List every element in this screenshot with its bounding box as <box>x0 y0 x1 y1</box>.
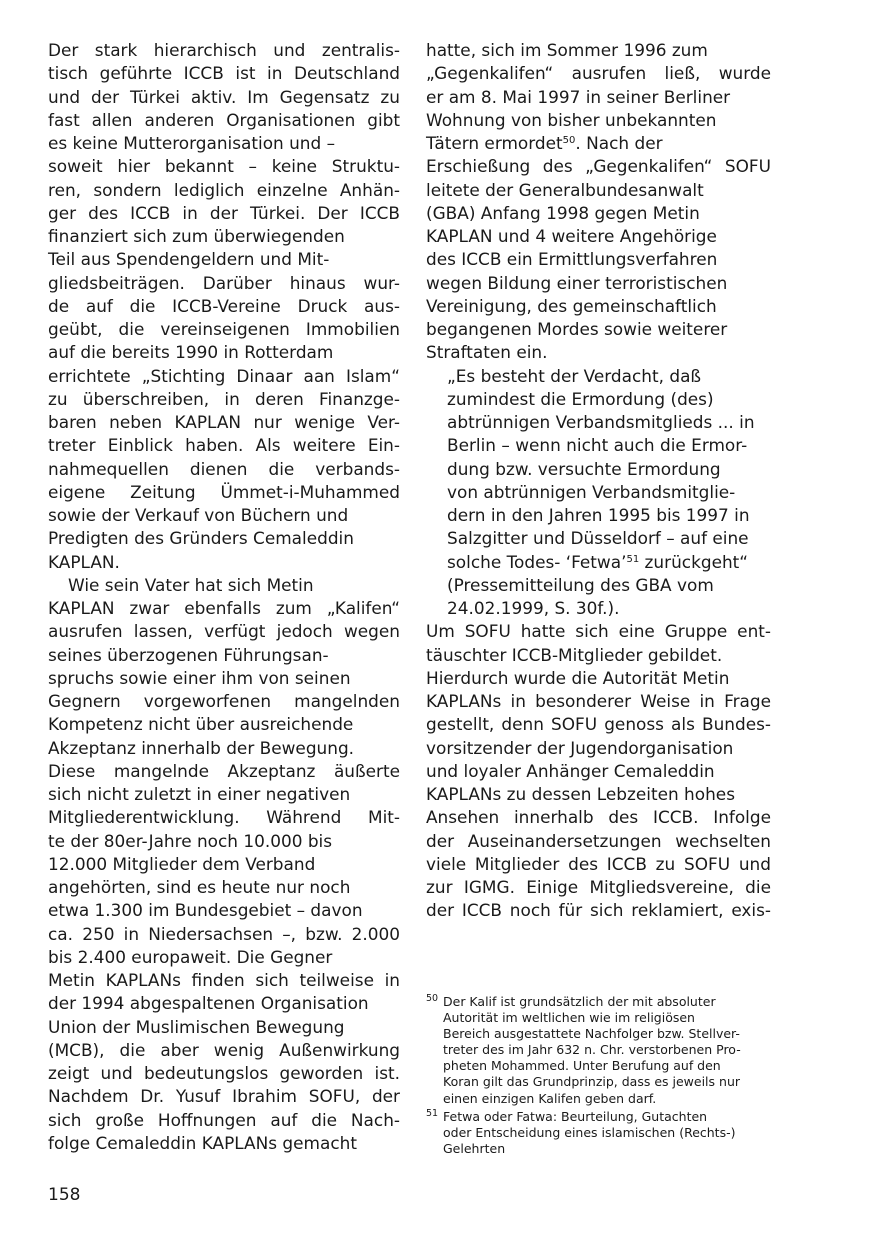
footnotes <box>426 994 771 1159</box>
text-line: Der stark hierarchisch und zentralis- <box>48 40 400 60</box>
footnote-number: 51 <box>426 1107 439 1119</box>
quote-line: abtrünnigen Verbandsmitglieds ... in <box>447 412 755 432</box>
text-line: Straftaten ein. <box>426 342 548 363</box>
text-line: Nachdem Dr. Yusuf Ibrahim SOFU, der <box>48 1086 400 1107</box>
text-line: Mitgliederentwicklung. Während Mit- <box>48 807 400 828</box>
footnote-line: einen einzigen Kalifen geben darf. <box>443 1090 657 1106</box>
right-paragraph-2 <box>426 620 771 922</box>
text-line: etwa 1.300 im Bundesgebiet – davon <box>48 900 363 921</box>
footnote-line: Koran gilt das Grundprinzip, dass es jeweils nur <box>443 1074 741 1090</box>
text-line: zeigt und bedeutungslos geworden ist. <box>48 1063 400 1083</box>
quote-line: dern in den Jahren 1995 bis 1997 in <box>447 505 750 525</box>
text-line: Kompetenz nicht über ausreichende <box>48 714 354 735</box>
text-segment: Tätern ermordet <box>426 133 563 153</box>
text-line: täuschter ICCB-Mitglieder gebildet. <box>426 644 723 665</box>
text-line: Hierdurch wurde die Autorität Metin <box>426 667 730 688</box>
text-line: ca. 250 in Niedersachsen –, bzw. 2.000 <box>48 923 400 944</box>
page-number: 158 <box>48 1185 81 1205</box>
text-line: nahmequellen dienen die verbands- <box>48 458 400 479</box>
text-line: sowie der Verkauf von Büchern und <box>48 505 349 525</box>
quote-line-with-footnote-ref <box>447 551 771 574</box>
quote-line: „Es besteht der Verdacht, daß <box>447 365 702 386</box>
text-line: des ICCB ein Ermittlungsverfahren <box>426 249 718 270</box>
text-line: Metin KAPLANs finden sich teilweise in <box>48 970 400 990</box>
text-line: soweit hier bekannt – keine Struktu- <box>48 156 400 177</box>
footnote-ref-51[interactable]: 51 <box>626 553 640 565</box>
text-line: KAPLANs zu dessen Lebzeiten hohes <box>426 784 735 804</box>
text-line: de auf die ICCB-Vereine Druck aus- <box>48 295 400 316</box>
text-line: seines überzogenen Führungsan- <box>48 644 329 665</box>
text-line: Gegnern vorgeworfenen mangelnden <box>48 691 400 711</box>
footnote-line: oder Entscheidung eines islamischen (Rechts-) <box>443 1124 736 1140</box>
text-line: Predigten des Gründers Cemaleddin <box>48 528 354 549</box>
footnote-51 <box>426 1109 771 1157</box>
text-line: finanziert sich zum überwiegenden <box>48 226 345 246</box>
footnote-line: Fetwa oder Fatwa: Beurteilung, Gutachten <box>443 1108 708 1124</box>
footnote-number: 50 <box>426 993 439 1004</box>
footnote-line: Der Kalif ist grundsätzlich der mit absoluter <box>443 994 716 1009</box>
footnote-ref-50[interactable]: 50 <box>562 135 576 146</box>
text-segment: zurückgeht“ <box>639 551 749 572</box>
text-line: Ansehen innerhalb des ICCB. Infolge <box>426 807 771 828</box>
quote-line: dung bzw. versuchte Ermordung <box>447 458 721 479</box>
footnote-line: Autorität im weltlichen wie im religiösen <box>443 1010 695 1026</box>
text-line: und loyaler Anhänger Cemaleddin <box>426 760 715 781</box>
text-line: Wie sein Vater hat sich Metin <box>68 574 314 595</box>
text-line: KAPLAN und 4 weitere Angehörige <box>426 226 717 246</box>
text-line: ausrufen lassen, verfügt jedoch wegen <box>48 621 400 642</box>
text-line: der 1994 abgespaltenen Organisation <box>48 993 369 1014</box>
text-line: treter Einblick haben. Als weitere Ein- <box>48 435 400 456</box>
text-line: bis 2.400 europaweit. Die Gegner <box>48 946 333 967</box>
text-line: Union der Muslimischen Bewegung <box>48 1016 345 1037</box>
text-line: te der 80er-Jahre noch 10.000 bis <box>48 830 333 851</box>
quote-line: Salzgitter und Düsseldorf – auf eine <box>447 528 749 549</box>
left-paragraph-1 <box>48 39 400 574</box>
text-line: KAPLANs in besonderer Weise in Frage <box>426 691 771 711</box>
text-line: zur IGMG. Einige Mitgliedsvereine, die <box>426 877 771 897</box>
quote-line: von abtrünnigen Verbandsmitglie- <box>447 481 736 502</box>
text-line: Akzeptanz innerhalb der Bewegung. <box>48 737 355 758</box>
text-line: der ICCB noch für sich reklamiert, exis- <box>426 900 771 921</box>
text-segment: . Nach der <box>575 133 663 153</box>
text-line: Vereinigung, des gemeinschaftlich <box>426 295 717 316</box>
text-line: vorsitzender der Jugendorganisation <box>426 737 734 758</box>
left-paragraph-2 <box>48 574 400 1155</box>
text-line: es keine Mutterorganisation und – <box>48 133 336 153</box>
text-line: errichtete „Stichting Dinaar aan Islam“ <box>48 365 400 386</box>
text-line: Erschießung des „Gegenkalifen“ SOFU <box>426 156 771 177</box>
text-line: baren neben KAPLAN nur wenige Ver- <box>48 412 400 432</box>
text-line: wegen Bildung einer terroristischen <box>426 272 728 293</box>
text-line: spruchs sowie einer ihm von seinen <box>48 667 351 688</box>
footnote-line: Bereich ausgestattete Nachfolger bzw. Stellver- <box>443 1026 740 1042</box>
text-line-with-footnote-ref <box>426 132 771 155</box>
text-segment: solche Todes- ‘Fetwa’ <box>447 551 627 572</box>
text-line: sich große Hoffnungen auf die Nach- <box>48 1109 400 1130</box>
left-column <box>48 39 400 1155</box>
text-line: ger des ICCB in der Türkei. Der ICCB <box>48 202 400 223</box>
text-line: eigene Zeitung Ümmet-i-Muhammed <box>48 481 400 502</box>
text-line: KAPLAN. <box>48 551 120 572</box>
text-line: leitete der Generalbundesanwalt <box>426 179 704 200</box>
text-line: fast allen anderen Organisationen gibt <box>48 109 400 130</box>
text-line: (MCB), die aber wenig Außenwirkung <box>48 1039 400 1060</box>
text-line: geübt, die vereinseigenen Immobilien <box>48 319 400 339</box>
text-line: gestellt, denn SOFU genoss als Bundes- <box>426 714 771 735</box>
footnote-50 <box>426 994 771 1107</box>
quote-line: zumindest die Ermordung (des) <box>447 388 714 409</box>
text-line: hatte, sich im Sommer 1996 zum <box>426 40 708 60</box>
right-column <box>426 39 771 923</box>
footnote-line: treter des im Jahr 632 n. Chr. verstorbenen Pro- <box>443 1042 741 1058</box>
text-line: angehörten, sind es heute nur noch <box>48 877 351 897</box>
footnote-line: pheten Mohammed. Unter Berufung auf den <box>443 1058 721 1074</box>
quote-source-line: (Pressemitteilung des GBA vom <box>447 574 714 595</box>
text-line: 12.000 Mitglieder dem Verband <box>48 853 316 874</box>
text-line: der Auseinandersetzungen wechselten <box>426 830 771 851</box>
quote-line: Berlin – wenn nicht auch die Ermor- <box>447 435 748 456</box>
text-line: viele Mitglieder des ICCB zu SOFU und <box>426 853 771 874</box>
text-line: KAPLAN zwar ebenfalls zum „Kalifen“ <box>48 598 400 618</box>
text-line: Diese mangelnde Akzeptanz äußerte <box>48 760 400 781</box>
text-line: (GBA) Anfang 1998 gegen Metin <box>426 202 700 223</box>
text-line: auf die bereits 1990 in Rotterdam <box>48 342 334 363</box>
text-line: „Gegenkalifen“ ausrufen ließ, wurde <box>426 63 771 84</box>
text-line: sich nicht zuletzt in einer negativen <box>48 784 351 804</box>
quote-source-line: 24.02.1999, S. 30f.). <box>447 598 620 618</box>
text-line: und der Türkei aktiv. Im Gegensatz zu <box>48 86 400 107</box>
text-line: zu überschreiben, in deren Finanzge- <box>48 388 400 409</box>
block-quote <box>426 365 771 621</box>
text-line: gliedsbeiträgen. Darüber hinaus wur- <box>48 272 400 293</box>
text-line: er am 8. Mai 1997 in seiner Berliner <box>426 86 731 107</box>
text-line: tisch geführte ICCB ist in Deutschland <box>48 63 400 84</box>
text-line: folge Cemaleddin KAPLANs gemacht <box>48 1132 357 1153</box>
text-line: Wohnung von bisher unbekannten <box>426 109 717 130</box>
text-line: Teil aus Spendengeldern und Mit- <box>48 249 330 270</box>
text-line: Um SOFU hatte sich eine Gruppe ent- <box>426 621 771 642</box>
text-line: begangenen Mordes sowie weiterer <box>426 319 728 339</box>
footnote-line: Gelehrten <box>443 1140 506 1156</box>
text-line: ren, sondern lediglich einzelne Anhän- <box>48 179 400 200</box>
right-paragraph-1 <box>426 39 771 365</box>
